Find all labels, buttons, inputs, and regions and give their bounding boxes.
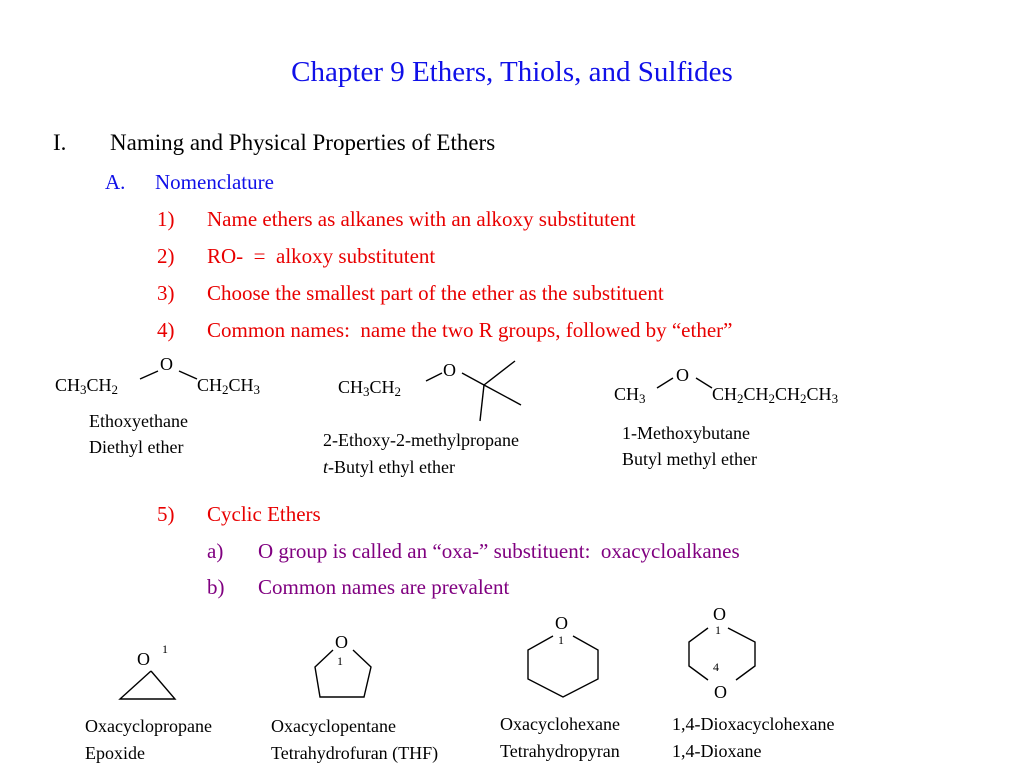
ethyl-group-left: $CH_3CH_2$ <box>55 375 119 397</box>
rule-number: 5) <box>157 502 175 526</box>
section-heading: Naming and Physical Properties of Ethers <box>110 130 496 155</box>
iupac-name: Oxacyclopropane <box>85 716 212 736</box>
common-name: Tetrahydropyran <box>500 741 620 761</box>
oxygen-atom: O <box>335 632 348 652</box>
iupac-name: 2-Ethoxy-2-methylpropane <box>323 430 519 450</box>
iupac-name: Oxacyclopentane <box>271 716 396 736</box>
rule-text: Cyclic Ethers <box>207 502 321 526</box>
common-name: Tetrahydrofuran (THF) <box>271 743 439 763</box>
rule-text: Name ethers as alkanes with an alkoxy substitutent <box>207 207 636 231</box>
rule-text: Common names: name the two R groups, followed by “ether” <box>207 318 733 342</box>
common-name: 1,4-Dioxane <box>672 741 762 761</box>
subrule-text: Common names are prevalent <box>258 575 510 599</box>
bond-line <box>140 371 158 379</box>
common-name: Diethyl ether <box>89 437 184 457</box>
subrule-text: O group is called an “oxa-” substituent: oxacycloalkanes <box>258 539 740 563</box>
rule-text: RO- = alkoxy substitutent <box>207 244 436 268</box>
ring-bonds <box>728 628 755 680</box>
rule-text: Choose the smallest part of the ether as the substituent <box>207 281 664 305</box>
subsection-marker: A. <box>105 170 126 194</box>
rule-number: 1) <box>157 207 175 231</box>
common-name: Epoxide <box>85 743 145 763</box>
butyl-group: $CH_2CH_2CH_2CH_3$ <box>712 384 839 406</box>
bond-line <box>179 371 197 379</box>
bond-line <box>696 378 712 388</box>
ethyl-group: $CH_3CH_2$ <box>338 377 402 399</box>
bond-line <box>426 373 442 381</box>
rule-number: 2) <box>157 244 175 268</box>
methyl-group: $CH_3$ <box>614 384 646 406</box>
subrule-marker: a) <box>207 539 224 563</box>
bond-line <box>484 361 515 385</box>
oxygen-atom: O <box>160 354 173 374</box>
ring-bonds <box>315 650 371 697</box>
iupac-name: 1-Methoxybutane <box>622 423 750 443</box>
iupac-name: 1,4-Dioxacyclohexane <box>672 714 835 734</box>
rule-number: 3) <box>157 281 175 305</box>
oxygen-atom: O <box>713 604 726 624</box>
ring-locant: 1 <box>715 623 721 637</box>
bond-line <box>484 385 521 405</box>
iupac-name: Ethoxyethane <box>89 411 188 431</box>
common-name: Butyl methyl ether <box>622 449 757 469</box>
ring-bonds <box>689 628 708 680</box>
oxygen-atom: O <box>443 360 456 380</box>
subsection-heading: Nomenclature <box>155 170 274 194</box>
ring-bonds <box>120 671 175 699</box>
common-name: t-Butyl ethyl ether <box>323 457 455 477</box>
slide-title: Chapter 9 Ethers, Thiols, and Sulfides <box>291 56 733 88</box>
oxygen-atom: O <box>555 613 568 633</box>
ring-locant: 1 <box>558 633 564 647</box>
iupac-name: Oxacyclohexane <box>500 714 620 734</box>
ethyl-group-right: $CH_2CH_3$ <box>197 375 261 397</box>
oxygen-atom: O <box>676 365 689 385</box>
bond-line <box>462 373 484 385</box>
section-marker: I. <box>53 130 67 155</box>
ring-locant: 1 <box>337 654 343 668</box>
subrule-marker: b) <box>207 575 225 599</box>
bond-line <box>480 385 484 421</box>
ring-locant: 1 <box>162 642 168 656</box>
rule-number: 4) <box>157 318 175 342</box>
ring-locant: 4 <box>713 660 719 674</box>
oxygen-atom: O <box>714 682 727 702</box>
bond-line <box>657 378 673 388</box>
oxygen-atom: O <box>137 649 150 669</box>
